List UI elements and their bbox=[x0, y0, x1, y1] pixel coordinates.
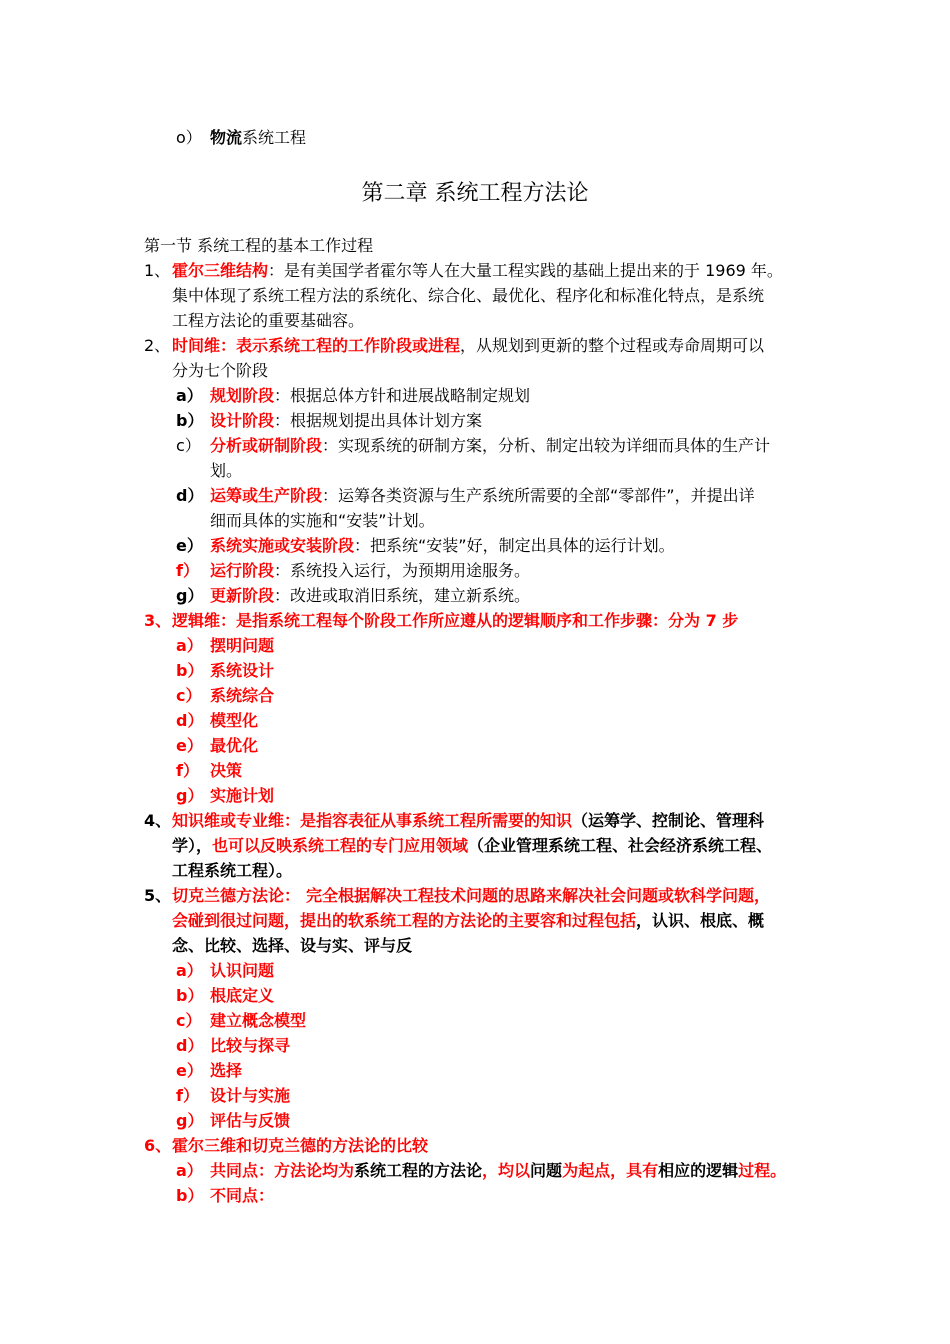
item-number: 6、 bbox=[144, 1136, 172, 1155]
sub-item bbox=[176, 408, 482, 433]
sub-marker: e） bbox=[176, 1061, 203, 1080]
sub-marker: b） bbox=[176, 1186, 204, 1205]
sub-marker: f） bbox=[176, 761, 199, 780]
item-title: 知识维或专业维：是指容表征从事系统工程所需要的知识 bbox=[172, 811, 573, 830]
sub-title: 实施计划 bbox=[210, 786, 275, 805]
item-text: （运筹学、控制论、管理科 bbox=[572, 811, 765, 830]
item-text: ：是有美国学者霍尔等人在大量工程实践的基础上提出来的于 1969 年。 bbox=[268, 261, 783, 280]
item-1-line-2: 集中体现了系统工程方法的系统化、综合化、最优化、程序化和标准化特点，是系统 bbox=[172, 286, 765, 305]
sub-marker: g） bbox=[176, 1111, 204, 1130]
sub-marker: f） bbox=[176, 1086, 199, 1105]
sub-item bbox=[176, 783, 274, 808]
sub-item bbox=[176, 733, 258, 758]
sub-title: 规划阶段 bbox=[210, 386, 275, 405]
sub-item bbox=[176, 633, 274, 658]
item-text: ，认识、根底、概 bbox=[636, 911, 765, 930]
item-text: 学）， bbox=[172, 836, 213, 855]
item-title: 切克兰德方法论： bbox=[172, 886, 301, 905]
item-5-line-1 bbox=[144, 883, 770, 908]
sub-title: 最优化 bbox=[210, 736, 259, 755]
item-text: ，从规划到更新的整个过程或寿命周期可以 bbox=[460, 336, 765, 355]
item-title: 时间维：表示系统工程的工作阶段或进程 bbox=[172, 336, 461, 355]
list-item-o bbox=[176, 125, 306, 150]
sub-title: 不同点： bbox=[210, 1186, 275, 1205]
sub-marker: e） bbox=[176, 536, 203, 555]
sub-text: ：根据总体方针和进展战略制定规划 bbox=[274, 386, 531, 405]
sub-title: 设计与实施 bbox=[210, 1086, 291, 1105]
sub-text: 问题 bbox=[530, 1161, 563, 1180]
item-title: 也可以反映系统工程的专门应用领域 bbox=[212, 836, 469, 855]
sub-marker: d） bbox=[176, 486, 204, 505]
sub-title: 共同点：方法论均为 bbox=[210, 1161, 355, 1180]
sub-title: 系统设计 bbox=[210, 661, 275, 680]
sub-title: 模型化 bbox=[210, 711, 259, 730]
chapter-title: 第二章 系统工程方法论 bbox=[361, 181, 589, 206]
sub-item bbox=[176, 958, 274, 983]
item-text: 完全根据解决工程技术问题的思路来解决社会问题或软科学问题， bbox=[306, 886, 771, 905]
sub-title: 分析或研制阶段 bbox=[210, 436, 323, 455]
sub-marker: f） bbox=[176, 561, 199, 580]
sub-title: 更新阶段 bbox=[210, 586, 275, 605]
sub-item bbox=[176, 708, 258, 733]
sub-text: ：改进或取消旧系统，建立新系统。 bbox=[274, 586, 531, 605]
sub-item-cont: 细而具体的实施和“安装”计划。 bbox=[210, 511, 435, 530]
item-number: 4、 bbox=[144, 811, 172, 830]
item-5-line-3: 念、比较、选择、设与实、评与反 bbox=[172, 936, 413, 955]
item-5-line-2 bbox=[172, 908, 764, 933]
sub-title: 决策 bbox=[210, 761, 243, 780]
item-text: 会碰到很过问题，提出的软系统工程的方法论的主要容和过程包括 bbox=[172, 911, 637, 930]
item-4-line-2 bbox=[172, 833, 772, 858]
sub-marker: d） bbox=[176, 711, 204, 730]
sub-text: ：实现系统的研制方案，分析、制定出较为详细而具体的生产计 bbox=[322, 436, 771, 455]
sub-item bbox=[176, 983, 274, 1008]
sub-marker: c） bbox=[176, 686, 202, 705]
sub-marker: a） bbox=[176, 961, 203, 980]
item-1-line-1 bbox=[144, 258, 783, 283]
item-title: 霍尔三维结构 bbox=[172, 261, 269, 280]
list-marker: o） bbox=[176, 128, 202, 147]
item-4-line-3: 工程系统工程）。 bbox=[172, 861, 293, 880]
bold-term: 物流 bbox=[210, 128, 243, 147]
sub-marker: b） bbox=[176, 411, 204, 430]
sub-marker: a） bbox=[176, 636, 203, 655]
sub-item bbox=[176, 658, 274, 683]
sub-item bbox=[176, 1033, 290, 1058]
item-6-line-1 bbox=[144, 1133, 428, 1158]
sub-text: 过程。 bbox=[738, 1161, 787, 1180]
sub-text: ：把系统“安装”好，制定出具体的运行计划。 bbox=[354, 536, 675, 555]
sub-title: 认识问题 bbox=[210, 961, 275, 980]
sub-marker: a） bbox=[176, 1161, 203, 1180]
sub-item bbox=[176, 1083, 290, 1108]
item-title: 逻辑维：是指系统工程每个阶段工作所应遵从的逻辑顺序和工作步骤：分为 7 步 bbox=[172, 611, 739, 630]
sub-title: 运筹或生产阶段 bbox=[210, 486, 323, 505]
sub-item-cont: 划。 bbox=[210, 461, 243, 480]
sub-item bbox=[176, 1008, 306, 1033]
sub-title: 系统综合 bbox=[210, 686, 275, 705]
item-number: 3、 bbox=[144, 611, 172, 630]
sub-title: 系统实施或安装阶段 bbox=[210, 536, 355, 555]
sub-text: ：运筹各类资源与生产系统所需要的全部“零部件”，并提出详 bbox=[322, 486, 755, 505]
sub-marker: a） bbox=[176, 386, 203, 405]
item-number: 5、 bbox=[144, 886, 172, 905]
sub-title: 根底定义 bbox=[210, 986, 275, 1005]
sub-item bbox=[176, 758, 242, 783]
sub-text: 为起点，具有 bbox=[562, 1161, 659, 1180]
sub-text: ：根据规划提出具体计划方案 bbox=[274, 411, 483, 430]
item-4-line-1 bbox=[144, 808, 764, 833]
sub-marker: d） bbox=[176, 1036, 204, 1055]
sub-marker: g） bbox=[176, 786, 204, 805]
sub-title: 比较与探寻 bbox=[210, 1036, 291, 1055]
sub-item bbox=[176, 1158, 786, 1183]
item-3-line-1 bbox=[144, 608, 738, 633]
sub-item bbox=[176, 583, 530, 608]
sub-title: 摆明问题 bbox=[210, 636, 275, 655]
sub-item bbox=[176, 683, 274, 708]
sub-marker: b） bbox=[176, 986, 204, 1005]
sub-title: 选择 bbox=[210, 1061, 243, 1080]
sub-title: 建立概念模型 bbox=[210, 1011, 307, 1030]
sub-title: 运行阶段 bbox=[210, 561, 275, 580]
sub-title: 评估与反馈 bbox=[210, 1111, 291, 1130]
sub-item bbox=[176, 1108, 290, 1133]
item-2-line-1 bbox=[144, 333, 764, 358]
sub-text: 相应的逻辑 bbox=[658, 1161, 739, 1180]
sub-item bbox=[176, 483, 755, 508]
sub-text: 系统工程的方法论 bbox=[354, 1161, 483, 1180]
sub-marker: g） bbox=[176, 586, 204, 605]
sub-text: ，均以 bbox=[482, 1161, 531, 1180]
sub-item bbox=[176, 1183, 274, 1208]
sub-item bbox=[176, 1058, 242, 1083]
sub-item bbox=[176, 383, 530, 408]
item-number: 1、 bbox=[144, 261, 171, 280]
section-title: 第一节 系统工程的基本工作过程 bbox=[144, 236, 374, 255]
sub-item bbox=[176, 558, 530, 583]
sub-item bbox=[176, 433, 770, 458]
sub-marker: b） bbox=[176, 661, 204, 680]
sub-item bbox=[176, 533, 675, 558]
item-text: （企业管理系统工程、社会经济系统工程、 bbox=[468, 836, 773, 855]
item-number: 2、 bbox=[144, 336, 171, 355]
item-text: 系统工程 bbox=[242, 128, 307, 147]
sub-text: ：系统投入运行，为预期用途服务。 bbox=[274, 561, 531, 580]
sub-marker: c） bbox=[176, 436, 201, 455]
item-1-line-3: 工程方法论的重要基础容。 bbox=[172, 311, 365, 330]
sub-marker: e） bbox=[176, 736, 203, 755]
sub-title: 设计阶段 bbox=[210, 411, 275, 430]
item-2-line-2: 分为七个阶段 bbox=[172, 361, 269, 380]
sub-marker: c） bbox=[176, 1011, 202, 1030]
item-title: 霍尔三维和切克兰德的方法论的比较 bbox=[172, 1136, 429, 1155]
